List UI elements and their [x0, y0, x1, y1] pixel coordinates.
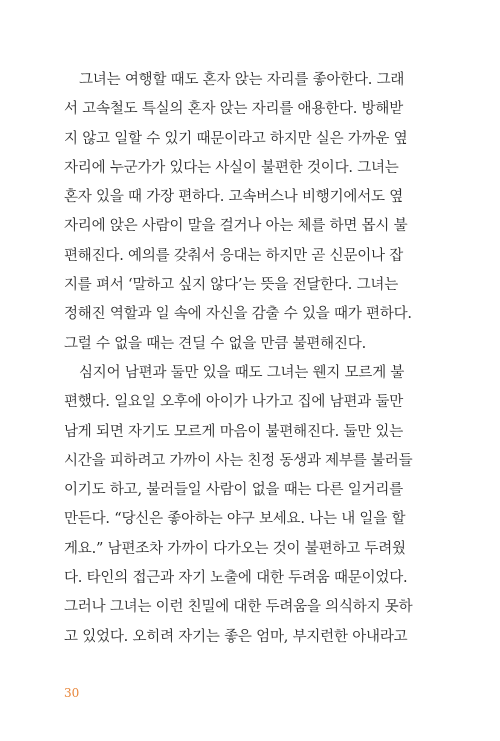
text-line: 게요.” 남편조차 가까이 다가오는 것이 불편하고 두려웠 — [64, 540, 406, 557]
text-line: 지 않고 일할 수 있기 때문이라고 하지만 실은 가까운 옆 — [64, 130, 408, 147]
text-line: 서 고속철도 특실의 혼자 앉는 자리를 애용한다. 방해받 — [64, 101, 404, 118]
text-line: 편했다. 일요일 오후에 아이가 나가고 집에 남편과 둘만 — [64, 394, 404, 411]
text-line: 정해진 역할과 일 속에 자신을 감출 수 있을 때가 편하다. — [64, 306, 412, 323]
text-line: 그럴 수 없을 때는 견딜 수 없을 만큼 불편해진다. — [64, 335, 367, 352]
text-line: 시간을 피하려고 가까이 사는 친정 동생과 제부를 불러들 — [64, 452, 413, 469]
text-line: 그러나 그녀는 이런 친밀에 대한 두려움을 의식하지 못하 — [64, 599, 413, 616]
text-line: 심지어 남편과 둘만 있을 때도 그녀는 웬지 모르게 불 — [79, 364, 405, 381]
text-line: 자리에 앉은 사람이 말을 걸거나 아는 체를 하면 몹시 불 — [64, 218, 408, 235]
text-line: 그녀는 여행할 때도 혼자 앉는 자리를 좋아한다. 그래 — [79, 72, 405, 88]
text-line: 다. 타인의 접근과 자기 노출에 대한 두려움 때문이었다. — [64, 570, 408, 587]
text-line: 남게 되면 자기도 모르게 마음이 불편해진다. 둘만 있는 — [64, 423, 404, 440]
body-text — [64, 66, 446, 652]
text-line: 혼자 있을 때 가장 편하다. 고속버스나 비행기에서도 옆 — [64, 189, 404, 206]
text-line: 만든다. “당신은 좋아하는 야구 보세요. 나는 내 일을 할 — [64, 511, 406, 528]
page-number: 30 — [64, 686, 80, 700]
text-line: 자리에 누군가가 있다는 사실이 불편한 것이다. 그녀는 — [64, 159, 399, 176]
text-line: 지를 펴서 ‘말하고 싶지 않다’는 뜻을 전달한다. 그녀는 — [64, 277, 399, 294]
text-line: 편해진다. 예의를 갖춰서 응대는 하지만 곧 신문이나 잡 — [64, 247, 404, 264]
text-line: 고 있었다. 오히려 자기는 좋은 엄마, 부지런한 아내라고 — [64, 628, 408, 645]
text-line: 이기도 하고, 불러들일 사람이 없을 때는 다른 일거리를 — [64, 482, 404, 499]
